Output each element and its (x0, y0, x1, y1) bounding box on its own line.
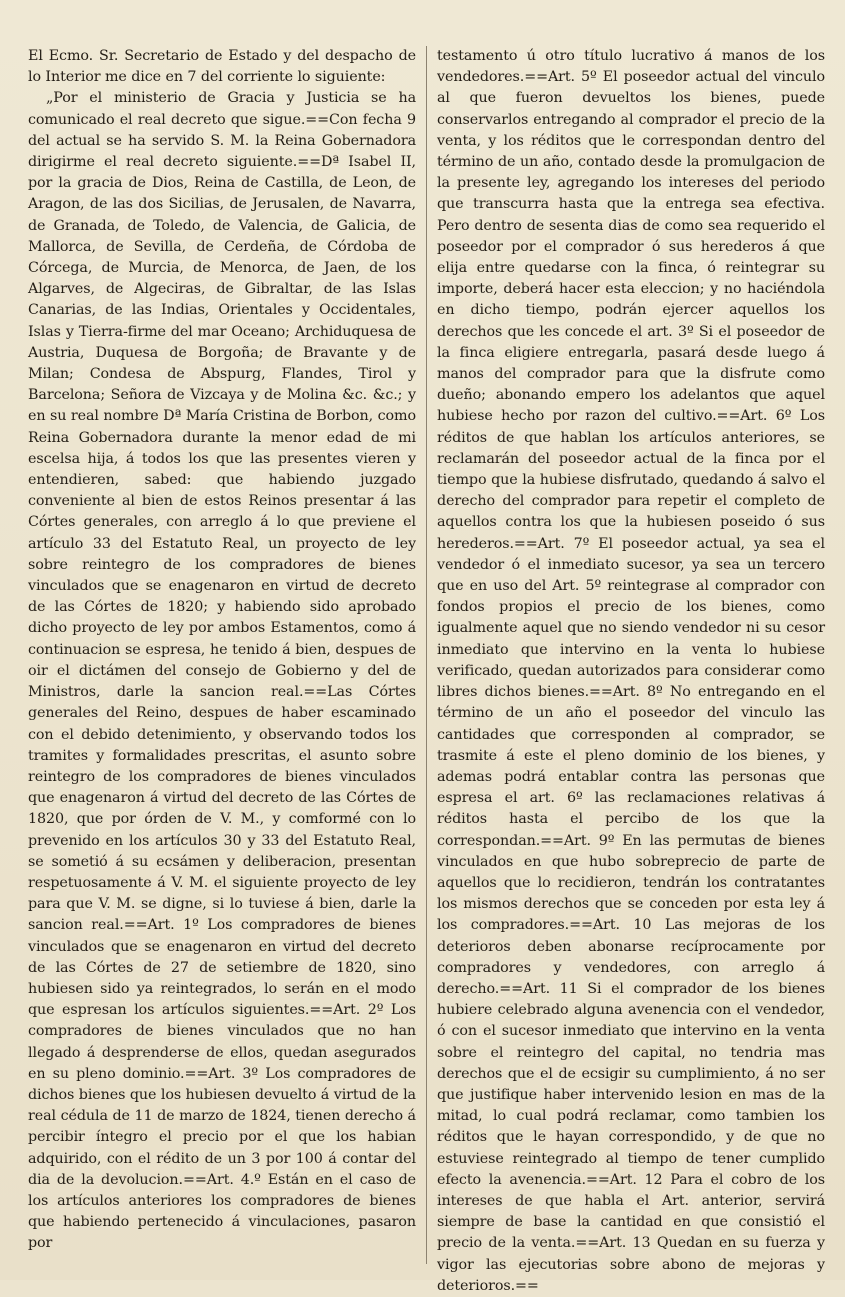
decree-text-right: testamento ú otro título lucrativo á manos de los vendedores.==Art. 5º El poseedor actual del vinculo al que fueron devueltos los bienes, puede conservarlos entregando al comprador el precio de la venta, y los réditos que le correspondan dentro del término de un año, contado desde la promulgacion de la presente ley, agregando los intereses del periodo que transcurra hasta que la entrega sea efectiva. Pero dentro de sesenta dias de como sea requerido el poseedor por el comprador ó sus herederos á que elija entre quedarse con la finca, ó reintegrar su importe, deberá hacer esta eleccion; y no haciéndola en dicho tiempo, podrán ejercer aquellos los derechos que les concede el art. 3º Si el poseedor de la finca eligiere entregarla, pasará desde luego á manos del comprador para que la disfrute como dueño; abonando empero los adelantos que aquel hubiese hecho por razon del cultivo.==Art. 6º Los réditos de que hablan los artículos anteriores, se reclamarán del poseedor actual de la finca por el tiempo que la hubiese disfrutado, quedando á salvo el derecho del comprador para repetir el completo de aquellos contra los que la hubiesen poseido ó sus herederos.==Art. 7º El poseedor actual, ya sea el vendedor ó el inmediato sucesor, ya sea un tercero que en uso del Art. 5º reintegrase al comprador con fondos propios el precio de los bienes, como igualmente aquel que no siendo vendedor ni su cesor inmediato que intervino en la venta lo hubiese verificado, quedan autorizados para considerar como libres dichos bienes.==Art. 8º No entregando en el término de un año el poseedor del vinculo las cantidades que corresponden al comprador, se trasmite á este el pleno dominio de los bienes, y ademas podrá entablar contra las personas que espresa el art. 6º las reclamaciones relativas á réditos hasta el percibo de los que la correspondan.==Art. 9º En las permutas de bienes vinculados en que hubo sobreprecio de parte de aquellos que lo recidieron, tendrán los contratantes los mismos derechos que se conceden por esta ley á los compradores.==Art. 10 Las mejoras de los deterioros deben abonarse recíprocamente por compradores y vendedores, con arreglo á derecho.==Art. 11 Si el comprador de los bienes hubiere celebrado alguna avenencia con el vendedor, ó con el sucesor inmediato que intervino en la venta sobre el reintegro del capital, no tendria mas derechos que el de ecsigir su cumplimiento, á no ser que justifique haber intervenido lesion en mas de la mitad, lo cual podrá reclamar, como tambien los réditos que le hayan correspondido, y de que no estuviese reintegrado al tiempo de tener cumplido efecto la avenencia.==Art. 12 Para el cobro de los intereses de que habla el Art. anterior, servirá siempre de base la cantidad en que consistió el precio de la venta.==Art. 13 Quedan en su fuerza y vigor las ejecutorias sobre abono de mejoras y deterioros.== (437, 48, 825, 1294)
two-column-layout (28, 46, 825, 1294)
left-column (28, 46, 416, 1264)
right-column (437, 46, 825, 1294)
decree-text-left: „Por el ministerio de Gracia y Justicia se ha comunicado el real decreto que sigue.==Con fecha 9 del actual se ha servido S. M. la Reina Gobernadora dirigirme el real decreto siguiente.==Dª Isabel II, por la gracia de Dios, Reina de Castilla, de Leon, de Aragon, de las dos Sicilias, de Jerusalen, de Navarra, de Granada, de Toledo, de Valencia, de Galicia, de Mallorca, de Sevilla, de Cerdeña, de Córdoba de Córcega, de Murcia, de Menorca, de Jaen, de los Algarves, de Algeciras, de Gibraltar, de las Islas Canarias, de las Indias, Orientales y Occidentales, Islas y Tierra-firme del mar Oceano; Archiduquesa de Austria, Duquesa de Borgoña; de Bravante y de Milan; Condesa de Abspurg, Flandes, Tirol y Barcelona; Señora de Vizcaya y de Molina &c. &c.; y en su real nombre Dª María Cristina de Borbon, como Reina Gobernadora durante la menor edad de mi escelsa hija, á todos los que las presentes vieren y entendieren, sabed: que habiendo juzgado conveniente al bien de estos Reinos presentar á las Córtes generales, con arreglo á lo que previene el artículo 33 del Estatuto Real, un proyecto de ley sobre reintegro de los compradores de bienes vinculados que se enagenaron en virtud de decreto de las Córtes de 1820; y habiendo sido aprobado dicho proyecto de ley por ambos Estamentos, como á continuacion se espresa, he tenido á bien, despues de oir el dictámen del consejo de Gobierno y del de Ministros, darle la sancion real.==Las Córtes generales del Reino, despues de haber escaminado con el debido detenimiento, y observando todos los tramites y formalidades prescritas, el asunto sobre reintegro de los compradores de bienes vinculados que enagenaron á virtud del decreto de las Córtes de 1820, que por órden de V. M., y comformé con lo prevenido en los artículos 30 y 33 del Estatuto Real, se sometió á su ecsámen y deliberacion, presentan respetuosamente á V. M. el siguiente proyecto de ley para que V. M. se digne, si lo tuviese á bien, darle la sancion real.==Art. 1º Los compradores de bienes vinculados que se enagenaron en virtud del decreto de las Córtes de 27 de setiembre de 1820, sino hubiesen sido ya reintegrados, lo serán en el modo que espresan los artículos siguientes.==Art. 2º Los compradores de bienes vinculados que no han llegado á desprenderse de ellos, quedan asegurados en su pleno dominio.==Art. 3º Los compradores de dichos bienes que los hubiesen devuelto á virtud de la real cédula de 11 de marzo de 1824, tienen derecho á percibir íntegro el precio por el que los habian adquirido, con el rédito de un 3 por 100 á contar del dia de la devolucion.==Art. 4.º Están en el caso de los artículos anteriores los compradores de bienes que habiendo pertenecido á vinculaciones, pasaron por (28, 90, 416, 1252)
opening-paragraph: El Ecmo. Sr. Secretario de Estado y del despacho de lo Interior me dice en 7 del corriente lo siguiente: (28, 48, 416, 86)
column-divider (426, 46, 427, 1264)
